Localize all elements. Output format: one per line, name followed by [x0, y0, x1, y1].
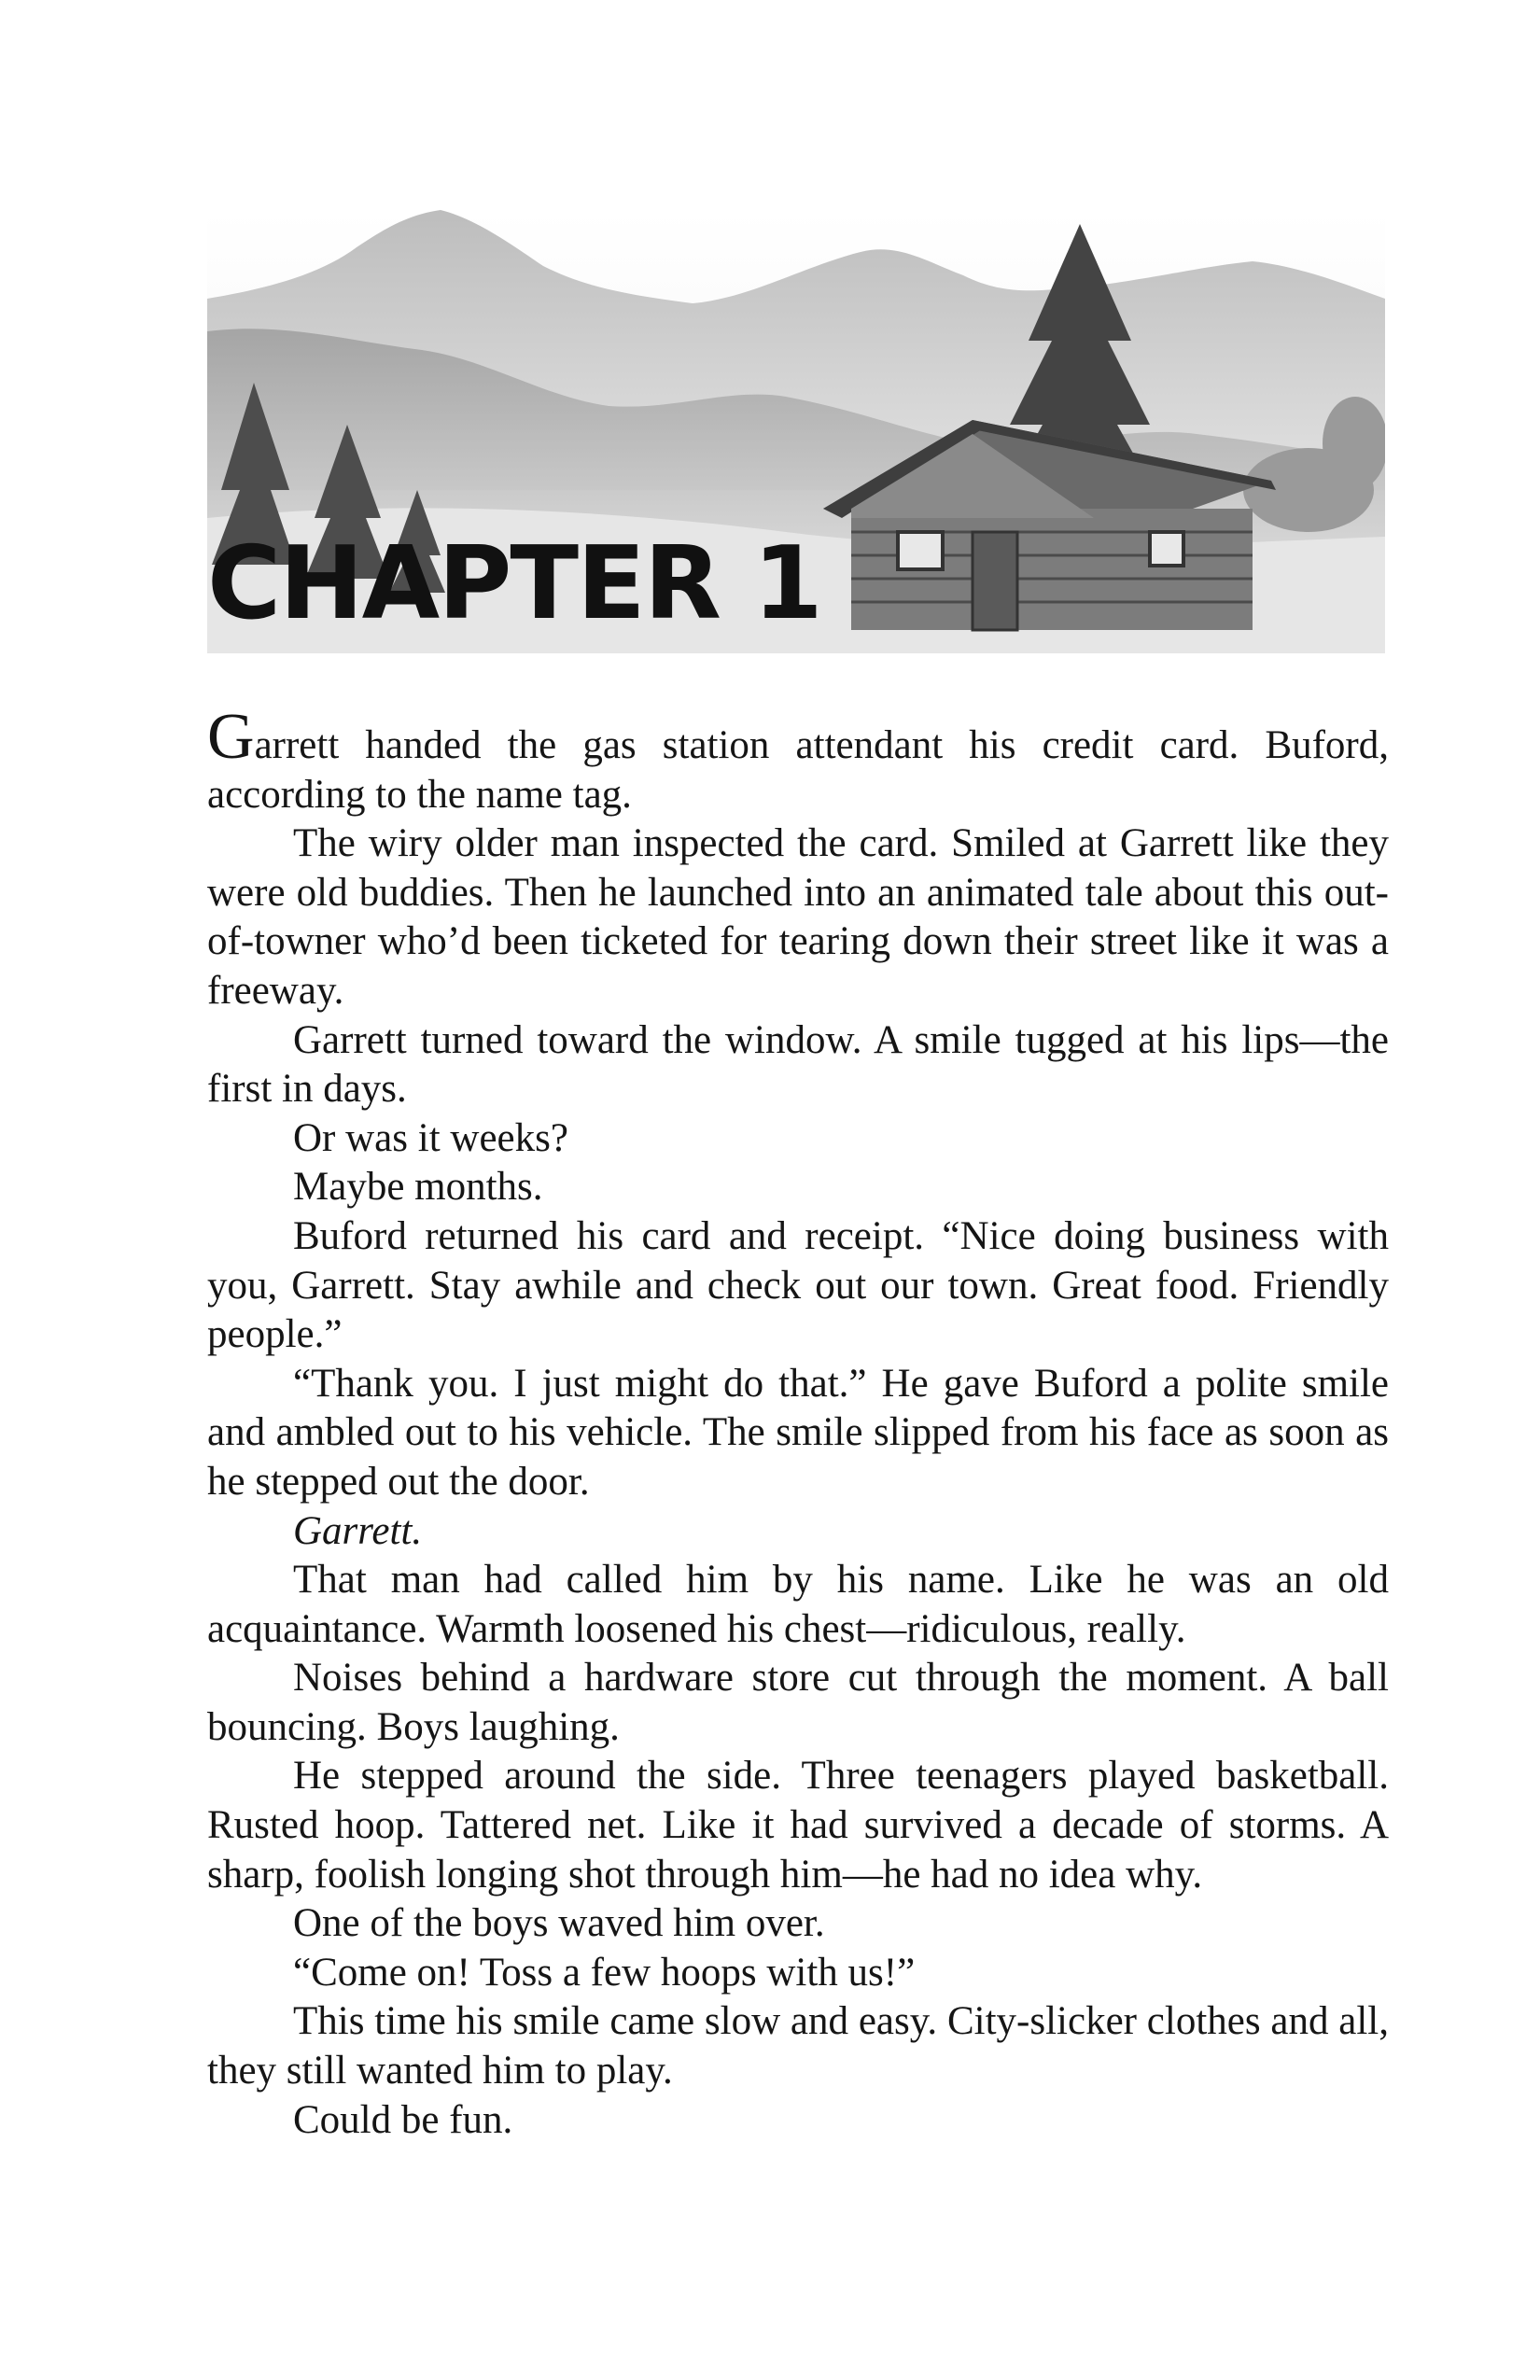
paragraph: Buford returned his card and receipt. “Nice doing business with you, Garrett. Stay awhile and check out our town. Great food. Friendly people.” [207, 1213, 1389, 1357]
paragraph: “Come on! Toss a few hoops with us!” [293, 1950, 916, 1995]
paragraph: One of the boys waved him over. [293, 1901, 825, 1946]
paragraph: He stepped around the side. Three teenagers played basketball. Rusted hoop. Tattered net. Like it had survived a decade of storms. A sharp, foolish longing shot through him—he had no idea why. [207, 1754, 1389, 1897]
drop-cap: G [207, 701, 255, 773]
paragraph-italic: Garrett. [293, 1508, 423, 1553]
paragraph: Maybe months. [293, 1165, 543, 1210]
paragraph [207, 701, 1389, 819]
paragraph-text: arrett handed the gas station attendant his credit card. Buford, according to the name tag. [207, 723, 1389, 817]
chapter-title: CHAPTER 1 [207, 525, 821, 642]
paragraph: “Thank you. I just might do that.” He gave Buford a polite smile and ambled out to his vehicle. The smile slipped from his face as soon as he stepped out the door. [207, 1361, 1389, 1504]
chapter-body [207, 701, 1389, 2145]
paragraph: Noises behind a hardware store cut through the moment. A ball bouncing. Boys laughing. [207, 1656, 1389, 1749]
paragraph: Garrett turned toward the window. A smile tugged at his lips—the first in days. [207, 1017, 1389, 1112]
paragraph: Or was it weeks? [293, 1115, 568, 1160]
paragraph: That man had called him by his name. Like he was an old acquaintance. Warmth loosened his chest—ridiculous, really. [207, 1558, 1389, 1651]
paragraph: This time his smile came slow and easy. City-slicker clothes and all, they still wanted him to play. [207, 1999, 1389, 2093]
paragraph: The wiry older man inspected the card. Smiled at Garrett like they were old buddies. Then he launched into an animated tale about this out-of-towner who’d been ticketed for tearing down their street like it was a freeway. [207, 821, 1389, 1013]
paragraph: Could be fun. [293, 2097, 513, 2142]
